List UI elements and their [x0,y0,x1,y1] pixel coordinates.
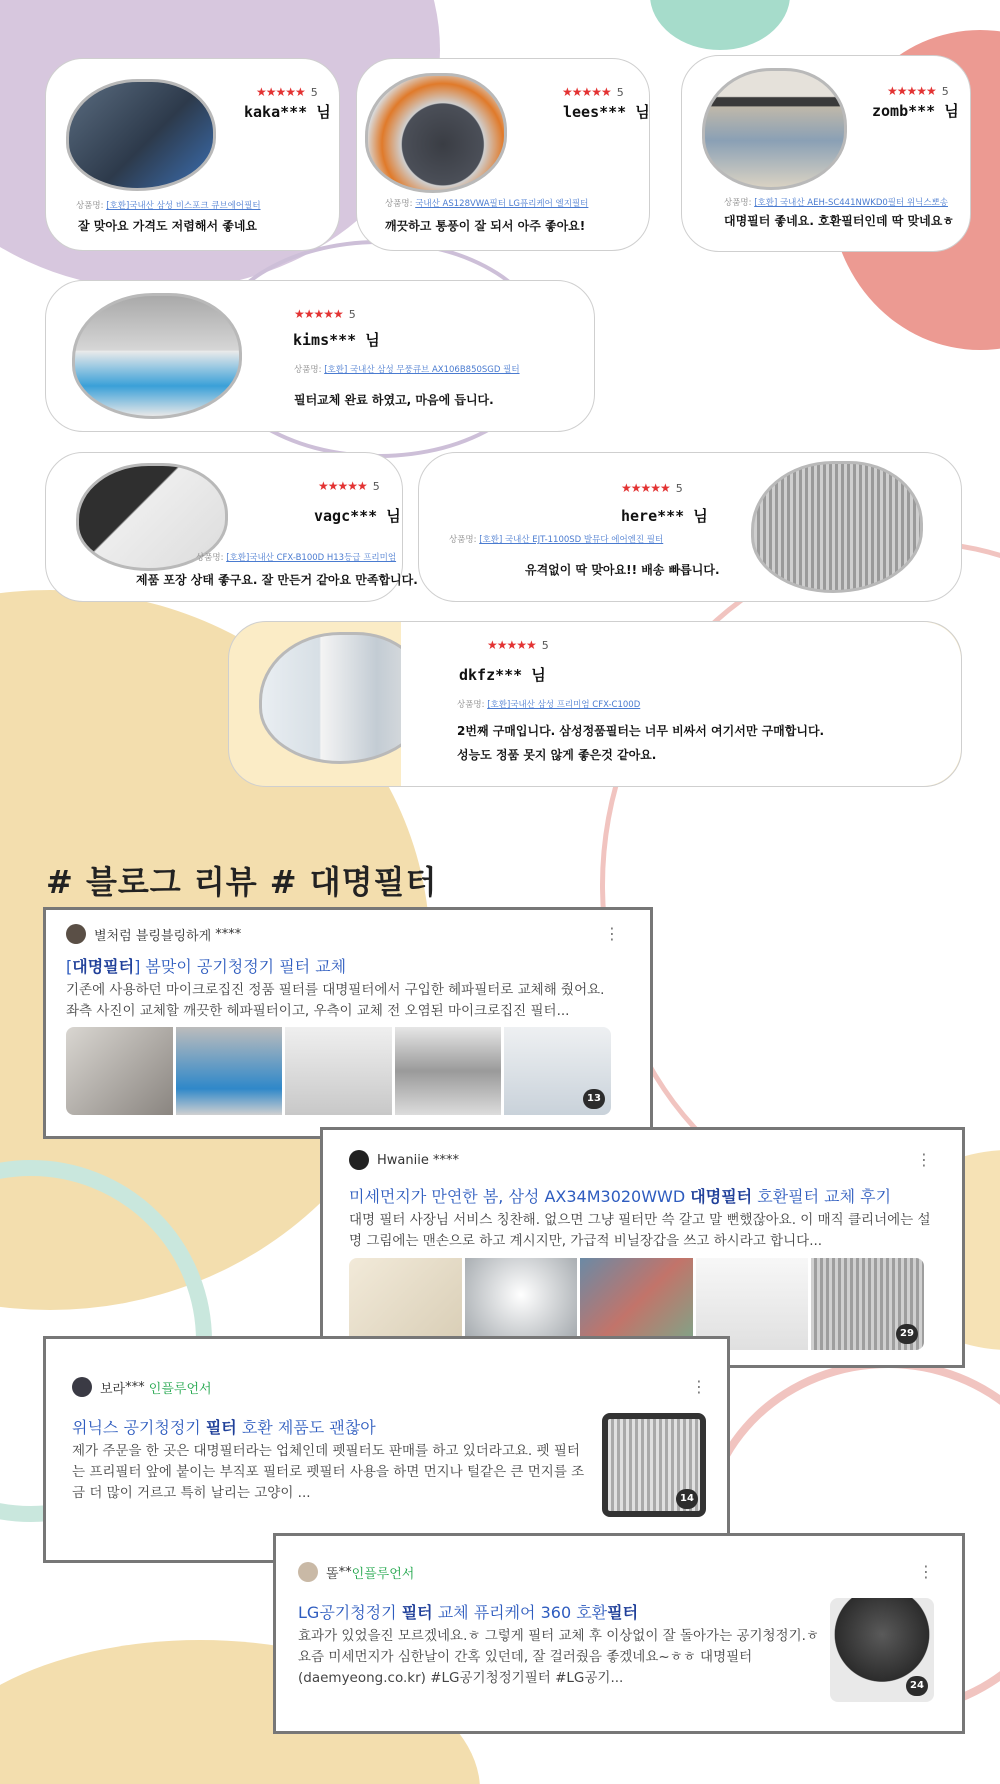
blog-title[interactable]: [대명필터] 봄맞이 공기청정기 필터 교체 [66,957,347,976]
reviewer-name: kaka*** 님 [244,103,331,121]
blog-card[interactable] [43,907,653,1139]
avatar [66,924,86,944]
blog-excerpt: 효과가 있었을진 모르겠네요.ㅎ 그렇게 필터 교체 후 이상없이 잘 돌아가는 공기청정기.ㅎ 요즘 미세먼지가 심한날이 간혹 있던데, 잘 걸러줬음 좋겠네요~ㅎㅎ 대명필터 (daemyeong.co.kr) #LG공기청정기필터 #LG공기... [298,1628,819,1686]
reviewer-name: kims*** 님 [293,331,380,349]
review-card [228,621,962,787]
product-link[interactable]: 국내산 AS128VWA필터 LG퓨리케어 엘지필터 [415,199,589,209]
review-card [681,55,971,252]
image-count-badge: 14 [676,1489,698,1509]
blog-card[interactable] [273,1533,965,1734]
blog-author: 보라 *** 인플루언서 [72,1377,212,1397]
rating-stars: ★★★★★ 5 [562,85,624,99]
more-options-icon[interactable]: ⋮ [918,1562,934,1581]
review-photo [365,73,507,193]
product-line: 상품명: [호환]국내산 삼성 프리미엄 CFX-C100D [457,700,641,710]
reviewer-name: zomb*** 님 [872,102,959,120]
rating-stars: ★★★★★ 5 [621,481,683,495]
bg-circle-teal [650,0,790,50]
reviewer-name: here*** 님 [621,507,708,525]
blog-excerpt: 제가 주문을 한 곳은 대명필터라는 업체인데 펫필터도 판매를 하고 있더라고요. 펫 필터는 프리필터 앞에 붙이는 부직포 필터로 펫필터 사용을 하면 먼지나 털같은 큰 먼지를 조금 더 많이 거르고 특히 날리는 고양이 ... [72,1443,585,1501]
review-card [45,452,418,602]
review-text: 유격없이 딱 맞아요!! 배송 빠릅니다. [525,563,720,577]
avatar [349,1150,369,1170]
review-photo [72,293,242,419]
product-line: 상품명: [호환] 국내산 삼성 무풍큐브 AX106B850SGD 필터 [294,365,520,375]
product-link[interactable]: [호환] 국내산 AEH-SC441NWKD0필터 위닉스뽀송 [754,198,948,208]
product-link[interactable]: [호환]국내산 CFX-B100D H13등급 프리미엄 [226,553,397,563]
product-link[interactable]: [호환]국내산 삼성 비스포크 큐브에어필터 [106,201,261,211]
review-card [418,452,962,602]
review-text: 2번째 구매입니다. 삼성정품필터는 너무 비싸서 여기서만 구매합니다. [457,724,825,738]
product-link[interactable]: [호환]국내산 삼성 프리미엄 CFX-C100D [487,700,641,710]
blog-card[interactable] [43,1336,730,1563]
product-line: 상품명: [호환]국내산 삼성 비스포크 큐브에어필터 [76,201,261,211]
product-line: 상품명: 국내산 AS128VWA필터 LG퓨리케어 엘지필터 [385,199,589,209]
more-options-icon[interactable]: ⋮ [916,1150,932,1169]
product-link[interactable]: [호환] 국내산 삼성 무풍큐브 AX106B850SGD 필터 [324,365,520,375]
reviewer-name: dkfz*** 님 [459,666,546,684]
reviewer-name: lees*** 님 [563,103,650,121]
image-count-badge: 29 [896,1324,918,1344]
product-line: 상품명: [호환] 국내산 AEH-SC441NWKD0필터 위닉스뽀송 [724,198,948,208]
review-text: 깨끗하고 통풍이 잘 되서 아주 좋아요! [385,219,586,233]
avatar [298,1562,318,1582]
avatar [72,1377,92,1397]
blog-thumbnail[interactable] [602,1413,706,1517]
review-text-line2: 성능도 정품 못지 않게 좋은것 같아요. [457,748,657,762]
review-text: 제품 포장 상태 좋구요. 잘 만든거 같아요 만족합니다. [136,573,418,587]
rating-stars: ★★★★★ 5 [294,307,356,321]
section-title: # 블로그 리뷰 # 대명필터 [46,863,438,901]
rating-stars: ★★★★★ 5 [256,85,318,99]
blog-excerpt: 기존에 사용하던 마이크로집진 정품 필터를 대명필터에서 구입한 헤파필터로 교체해 줬어요. 좌측 사진이 교체할 깨끗한 헤파필터이고, 우측이 교체 전 오염된 마이크로집진 필터... [66,982,605,1019]
image-count-badge: 24 [906,1676,928,1696]
blog-title[interactable]: 위닉스 공기청정기 필터 호환 제품도 괜찮아 [72,1418,376,1437]
rating-stars: ★★★★★ 5 [318,479,380,493]
review-card [45,58,340,251]
image-count-badge: 13 [583,1089,605,1109]
review-text: 잘 맞아요 가격도 저렴해서 좋네요 [78,219,258,233]
review-text: 필터교체 완료 하였고, 마음에 듭니다. [294,393,494,407]
blog-title[interactable]: 미세먼지가 만연한 봄, 삼성 AX34M3020WWD 대명필터 호환필터 교체 후기 [349,1187,892,1206]
review-card [45,280,595,432]
blog-card[interactable] [320,1127,965,1368]
blog-author: 똘 ** 인플루언서 [298,1562,414,1582]
blog-author: 별처럼 블링블링하게 **** [66,924,241,944]
review-photo [66,79,216,191]
rating-stars: ★★★★★ 5 [887,84,949,98]
review-text: 대명필터 좋네요. 호환필터인데 딱 맞네요ㅎ [724,214,954,228]
reviewer-name: vagc*** 님 [314,507,401,525]
blog-thumbnail[interactable] [830,1598,934,1702]
blog-author: Hwaniie **** [349,1150,459,1170]
review-photo [751,461,923,593]
product-line: 상품명: [호환]국내산 CFX-B100D H13등급 프리미엄 [196,553,397,563]
review-card [356,58,650,251]
blog-title[interactable]: LG공기청정기 필터 교체 퓨리케어 360 호환필터 [298,1603,639,1622]
blog-image-strip[interactable] [66,1027,611,1115]
more-options-icon[interactable]: ⋮ [691,1377,707,1396]
more-options-icon[interactable]: ⋮ [604,924,620,943]
rating-stars: ★★★★★ 5 [487,638,549,652]
product-line: 상품명: [호환] 국내산 EJT-1100SD 발뮤다 에어엔진 필터 [449,535,664,545]
product-link[interactable]: [호환] 국내산 EJT-1100SD 발뮤다 에어엔진 필터 [479,535,664,545]
review-photo [702,68,847,190]
blog-excerpt: 대명 필터 사장님 서비스 칭찬해. 없으면 그냥 필터만 쓱 갈고 말 뻔했잖아요. 이 매직 클리너에는 설명 그림에는 맨손으로 하고 계시지만, 가급적 비닐장갑을 쓰고 하시라고 합니다... [349,1212,931,1249]
